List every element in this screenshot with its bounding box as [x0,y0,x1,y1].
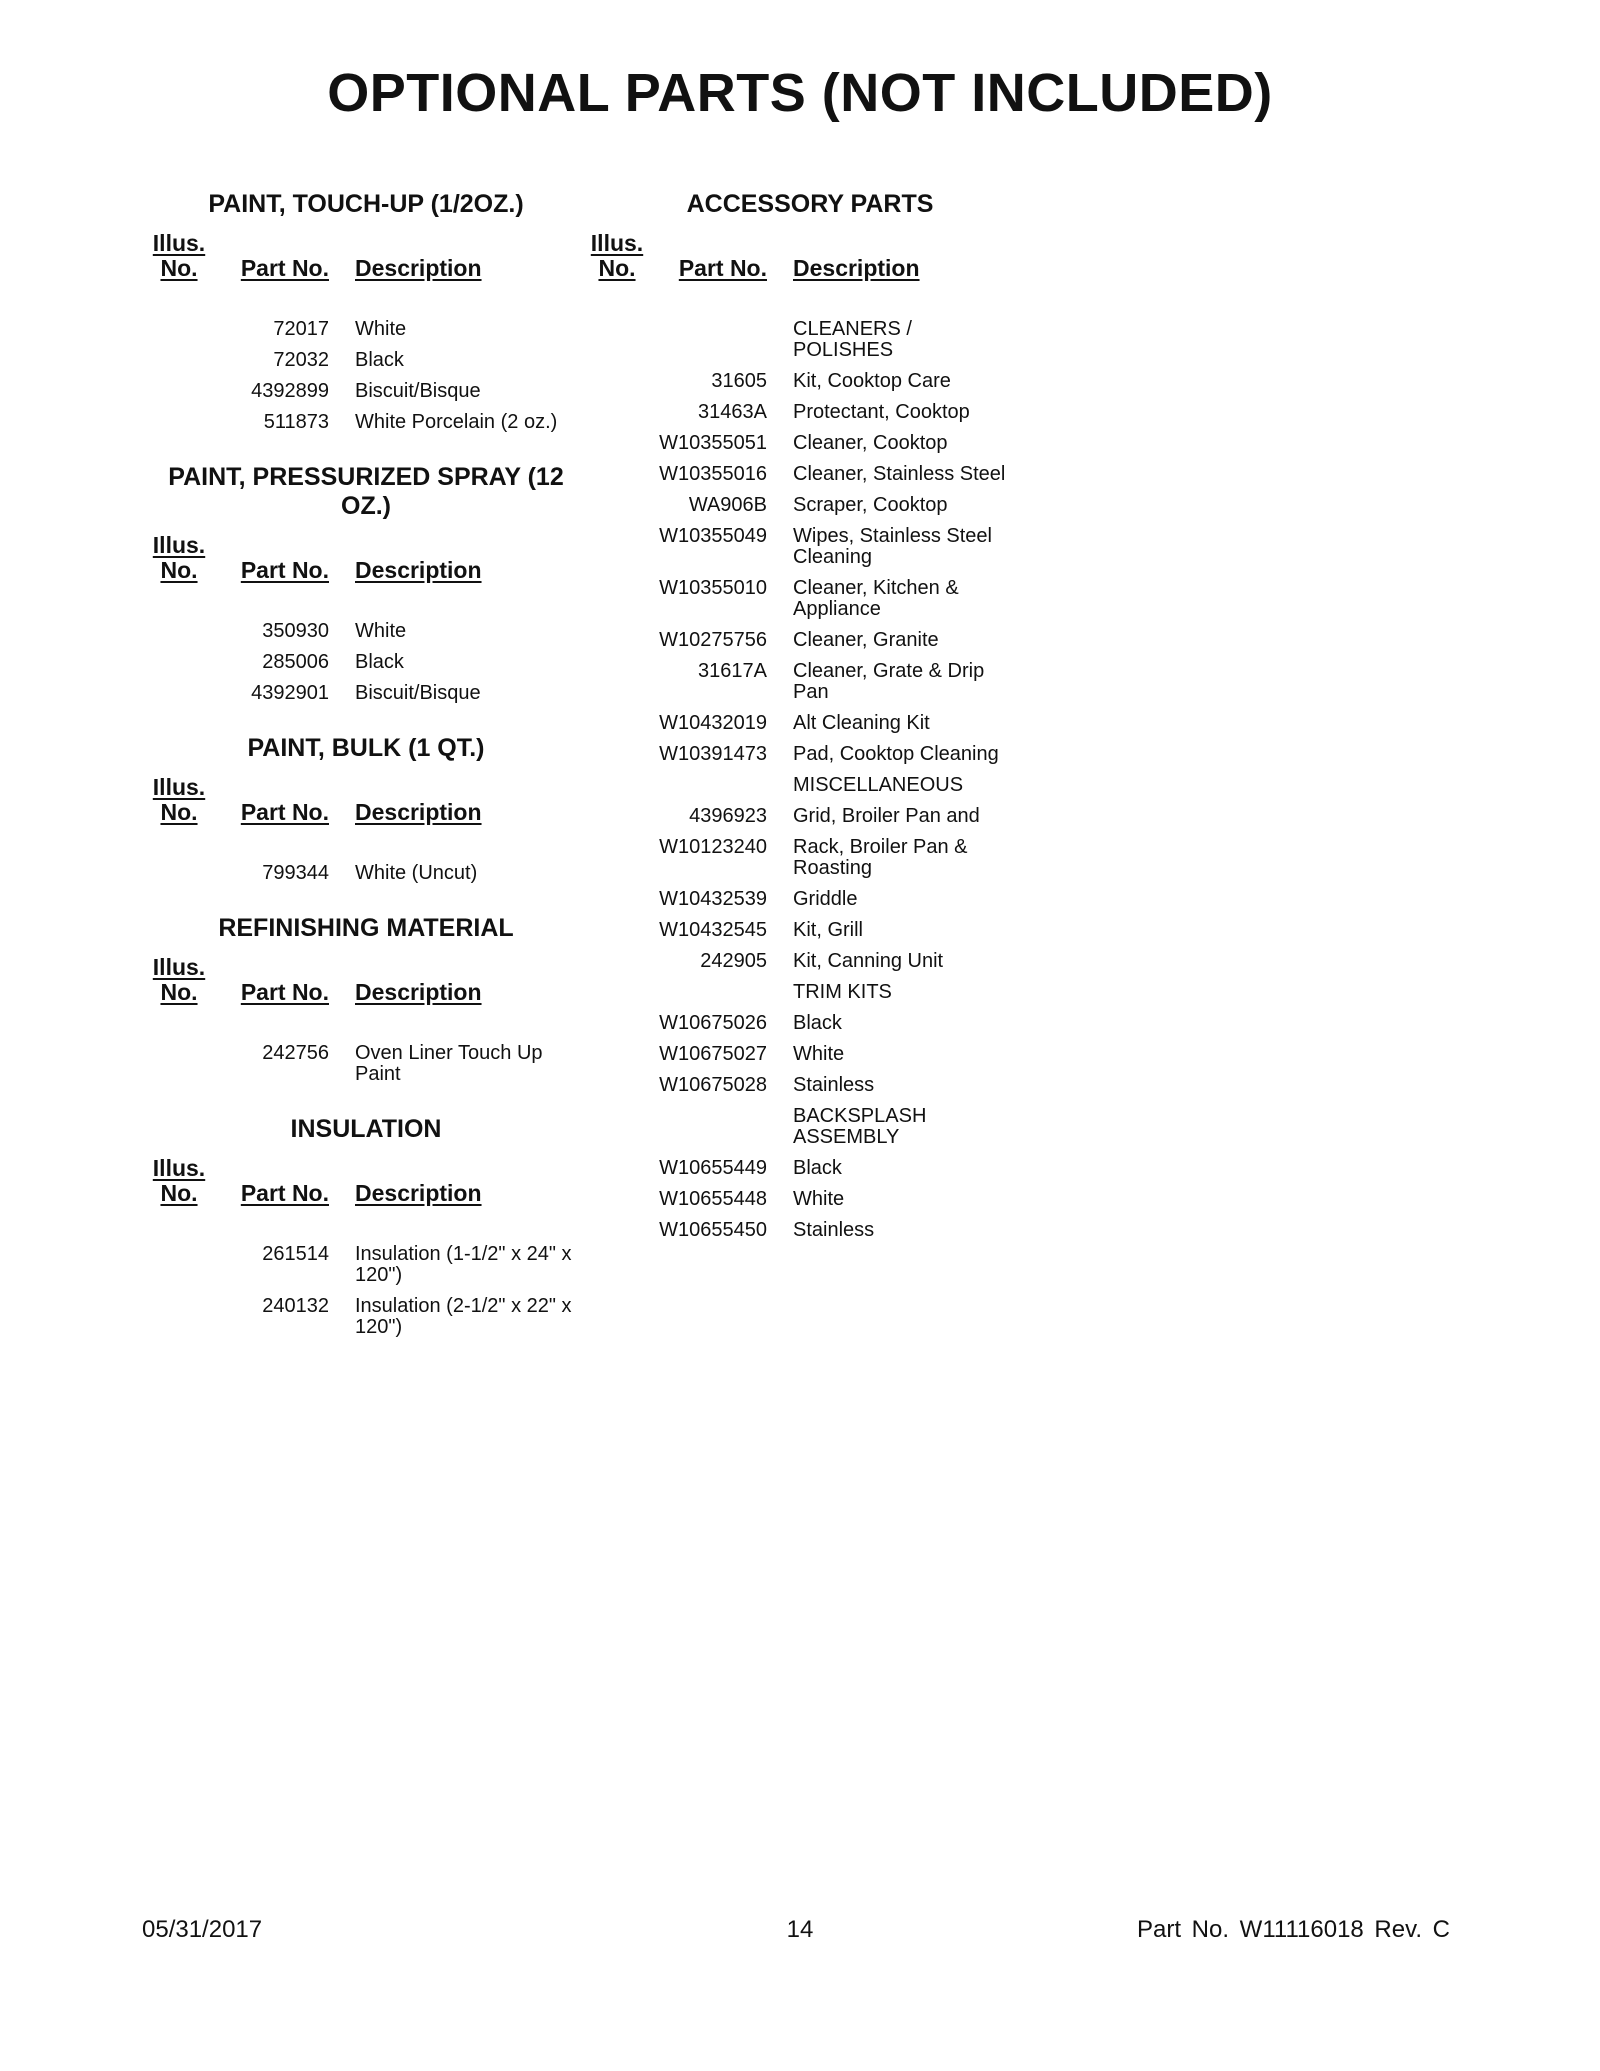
part-description: CLEANERS / POLISHES [793,318,912,361]
part-description: BACKSPLASH ASSEMBLY [793,1105,927,1148]
part-no-header: Part No. [240,557,329,583]
footer-date: 05/31/2017 [142,1916,263,1943]
part-description: Cleaner, Cooktop [793,432,948,454]
part-number: W10432545 [659,919,767,941]
section-title: ACCESSORY PARTS [686,190,934,218]
part-description: Kit, Canning Unit [793,950,944,972]
section-title: PAINT, PRESSURIZED SPRAY (12 OZ.) [168,463,564,520]
section-title: REFINISHING MATERIAL [218,914,514,942]
part-no-header: Part No. [240,255,329,281]
right-column [590,190,1030,1271]
part-description: MISCELLANEOUS [793,774,964,796]
parts-list [152,621,580,704]
part-number: WA906B [688,494,767,516]
part-number: W10432019 [659,712,767,734]
part-description: Insulation (1-1/2" x 24" x 120") [355,1243,572,1286]
table-row [152,652,580,673]
part-description: Kit, Grill [793,919,863,941]
part-number: W10355016 [659,463,767,485]
table-row [590,1075,1030,1096]
section-title: PAINT, BULK (1 QT.) [247,734,485,762]
illus-no-header [152,1156,206,1206]
table-row [152,1043,580,1085]
table-row [590,1189,1030,1210]
table-row [590,982,1030,1003]
table-row [152,683,580,704]
part-number: W10275756 [659,629,767,651]
column-headers [152,955,580,1005]
part-number: W10432539 [659,888,767,910]
table-row [590,1013,1030,1034]
no-header-label: No. [160,799,198,825]
no-header-label: No. [160,979,198,1005]
description-header: Description [355,799,482,825]
part-description: Pad, Cooktop Cleaning [793,743,999,765]
description-header: Description [355,557,482,583]
part-description: White (Uncut) [355,862,478,884]
part-description: White [793,1188,845,1210]
illus-header-label: Illus. [152,230,206,256]
table-row [590,1220,1030,1241]
part-description: White [355,620,407,642]
part-description: Griddle [793,888,858,910]
table-row [590,889,1030,910]
part-number: W10391473 [659,743,767,765]
parts-list [590,319,1030,1241]
part-description: Oven Liner Touch Up Paint [355,1042,543,1085]
part-description: Protectant, Cooktop [793,401,970,423]
part-number: 511873 [263,411,329,433]
page-title: OPTIONAL PARTS (NOT INCLUDED) [327,63,1273,123]
description-header: Description [355,1180,482,1206]
table-row [590,661,1030,703]
part-description: White [355,318,407,340]
part-description: Black [355,349,404,371]
part-description: Scraper, Cooktop [793,494,948,516]
part-number: 31605 [711,370,767,392]
part-number: W10355049 [659,525,767,547]
part-number: 285006 [262,651,329,673]
part-number: W10355051 [659,432,767,454]
part-description: Cleaner, Stainless Steel [793,463,1006,485]
part-description: Alt Cleaning Kit [793,712,930,734]
table-row [590,744,1030,765]
part-description: Cleaner, Grate & Drip Pan [793,660,985,703]
table-row [590,1044,1030,1065]
table-row [590,1158,1030,1179]
column-headers [152,1156,580,1206]
part-number: 350930 [262,620,329,642]
illus-no-header [152,231,206,281]
illus-header-label: Illus. [152,774,206,800]
table-row [590,402,1030,423]
left-column [152,190,580,1368]
part-number: 799344 [262,862,329,884]
table-row [590,920,1030,941]
column-headers [590,231,1030,281]
table-row [152,621,580,642]
part-number: 4392901 [251,682,329,704]
part-number: W10123240 [659,836,767,858]
part-number: 242756 [262,1042,329,1064]
illus-header-label: Illus. [152,1155,206,1181]
part-number: W10675028 [659,1074,767,1096]
illus-no-header [590,231,644,281]
accessory-parts-section [590,190,1030,1241]
table-row [152,1244,580,1286]
part-number: W10655450 [659,1219,767,1241]
table-row [590,1106,1030,1148]
table-row [590,630,1030,651]
description-header: Description [355,979,482,1005]
table-row [590,319,1030,361]
parts-list [152,319,580,433]
part-description: TRIM KITS [793,981,892,1003]
part-description: Cleaner, Granite [793,629,939,651]
part-number: 240132 [262,1295,329,1317]
illus-no-header [152,955,206,1005]
part-no-header: Part No. [678,255,767,281]
part-number: 4392899 [251,380,329,402]
table-row [590,713,1030,734]
part-number: W10655448 [659,1188,767,1210]
part-number: 72032 [273,349,329,371]
table-row [152,381,580,402]
part-description: White Porcelain (2 oz.) [355,411,558,433]
part-number: 261514 [262,1243,329,1265]
illus-header-label: Illus. [152,954,206,980]
part-description: Stainless [793,1074,875,1096]
part-description: White [793,1043,845,1065]
part-number: 31617A [698,660,767,682]
parts-section [152,190,580,433]
section-title: PAINT, TOUCH-UP (1/2OZ.) [208,190,524,218]
table-row [590,371,1030,392]
table-row [152,1296,580,1338]
no-header-label: No. [160,1180,198,1206]
description-header: Description [355,255,482,281]
part-description: Black [355,651,404,673]
part-description: Biscuit/Bisque [355,682,481,704]
table-row [152,863,580,884]
column-headers [152,231,580,281]
part-description: Black [793,1012,842,1034]
table-row [590,433,1030,454]
part-description: Insulation (2-1/2" x 22" x 120") [355,1295,572,1338]
part-number: W10675026 [659,1012,767,1034]
parts-section [152,463,580,704]
column-headers [152,775,580,825]
part-description: Rack, Broiler Pan & Roasting [793,836,968,879]
parts-section [152,914,580,1085]
table-row [152,412,580,433]
table-row [590,951,1030,972]
part-description: Black [793,1157,842,1179]
parts-list [152,1043,580,1085]
table-row [590,837,1030,879]
parts-list [152,1244,580,1338]
parts-list [152,863,580,884]
table-row [590,775,1030,796]
part-no-header: Part No. [240,1180,329,1206]
part-no-header: Part No. [240,979,329,1005]
part-number: W10675027 [659,1043,767,1065]
part-number: 72017 [273,318,329,340]
table-row [590,578,1030,620]
part-number: W10655449 [659,1157,767,1179]
page-number: 14 [786,1916,814,1943]
table-row [590,526,1030,568]
part-description: Kit, Cooktop Care [793,370,951,392]
table-row [590,464,1030,485]
part-number: 4396923 [689,805,767,827]
no-header-label: No. [160,255,198,281]
column-headers [152,533,580,583]
illus-no-header [152,533,206,583]
illus-no-header [152,775,206,825]
illus-header-label: Illus. [590,230,644,256]
part-description: Grid, Broiler Pan and [793,805,980,827]
no-header-label: No. [598,255,636,281]
illus-header-label: Illus. [152,532,206,558]
part-number: 242905 [700,950,767,972]
section-title: INSULATION [290,1115,442,1143]
part-no-header: Part No. [240,799,329,825]
part-number: W10355010 [659,577,767,599]
table-row [590,495,1030,516]
no-header-label: No. [160,557,198,583]
table-row [152,319,580,340]
parts-section [152,734,580,884]
part-description: Cleaner, Kitchen & Appliance [793,577,959,620]
table-row [152,350,580,371]
footer-part-number: Part No. W11116018 Rev. C [1136,1916,1450,1943]
part-description: Wipes, Stainless Steel Cleaning [793,525,992,568]
part-number: 31463A [698,401,767,423]
parts-section [152,1115,580,1338]
table-row [590,806,1030,827]
part-description: Biscuit/Bisque [355,380,481,402]
description-header: Description [793,255,920,281]
part-description: Stainless [793,1219,875,1241]
